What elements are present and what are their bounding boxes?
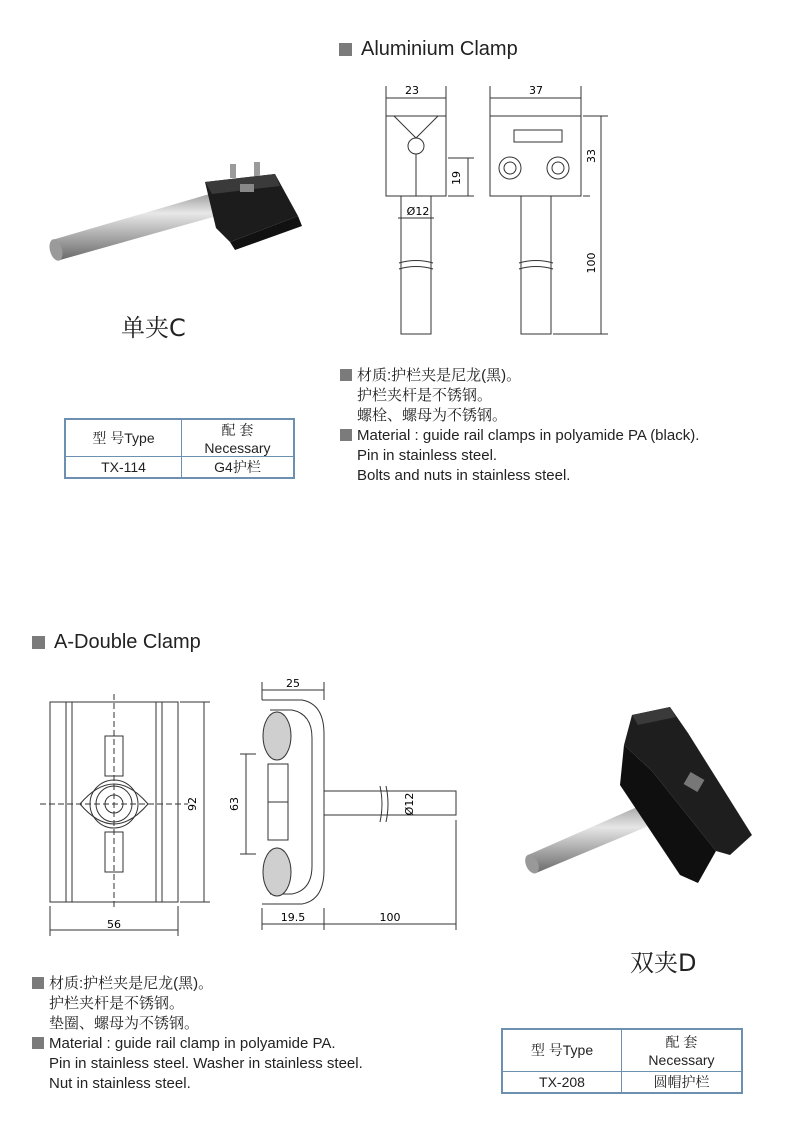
material-en-line: Nut in stainless steel. xyxy=(49,1075,191,1092)
table-cell-necessary: G4护栏 xyxy=(182,457,295,479)
material-cn-line: 材质:护栏夹是尼龙(黑)。 xyxy=(340,366,699,386)
material-en-line: Pin in stainless steel. xyxy=(357,447,498,464)
material-en-line: Bolts and nuts in stainless steel. xyxy=(357,467,571,484)
table-cell-type: TX-114 xyxy=(65,457,182,479)
dim-63: 63 xyxy=(228,797,241,811)
double-clamp-drawing xyxy=(30,674,470,936)
section2-title-text: A-Double Clamp xyxy=(54,631,201,653)
dim-25: 25 xyxy=(286,677,300,690)
material-en-line: Pin in stainless steel. Washer in stainless steel. xyxy=(49,1055,363,1072)
dim-19-5: 19.5 xyxy=(280,911,306,924)
material-cn-line: 垫圈、螺母为不锈钢。 xyxy=(49,1015,200,1032)
table-header-type: 型 号Type xyxy=(502,1029,622,1071)
dim-37: 37 xyxy=(529,84,543,97)
dim-56: 56 xyxy=(107,918,121,931)
spec-table-2 xyxy=(501,1028,743,1094)
dim-100: 100 xyxy=(379,911,401,924)
table-header-necessary: 配 套 Necessary xyxy=(622,1029,743,1071)
table-header-necessary: 配 套 Necessary xyxy=(182,419,295,457)
material-cn-line: 螺栓、螺母为不锈钢。 xyxy=(357,407,508,424)
section1-title xyxy=(339,38,518,61)
double-clamp-photo xyxy=(520,705,770,895)
aluminium-clamp-drawing xyxy=(378,78,618,340)
dim-23: 23 xyxy=(405,84,419,97)
dim-19: 19 xyxy=(450,171,463,185)
bullet-square-icon xyxy=(340,369,352,381)
dim-dia12: Ø12 xyxy=(406,205,430,218)
material-en-line: Material : guide rail clamps in polyamide PA (black). xyxy=(340,426,699,446)
dim-92: 92 xyxy=(186,797,199,811)
dim-dia12: Ø12 xyxy=(403,792,416,816)
table-cell-type: TX-208 xyxy=(502,1071,622,1093)
material-en-line: Material : guide rail clamp in polyamide PA. xyxy=(32,1034,363,1054)
dim-33: 33 xyxy=(585,149,598,163)
dim-100: 100 xyxy=(585,252,598,274)
material-cn-line: 护栏夹杆是不锈钢。 xyxy=(357,387,493,404)
single-clamp-caption: 单夹C xyxy=(121,314,186,342)
bullet-square-icon xyxy=(32,636,45,649)
bullet-square-icon xyxy=(32,1037,44,1049)
bullet-square-icon xyxy=(339,43,352,56)
section1-materials xyxy=(340,366,699,486)
single-clamp-photo xyxy=(40,160,310,270)
section1-title-text: Aluminium Clamp xyxy=(361,38,518,60)
section2-title xyxy=(32,631,201,654)
spec-table-1 xyxy=(64,418,295,479)
section2-materials xyxy=(32,974,363,1094)
material-cn-line: 护栏夹杆是不锈钢。 xyxy=(49,995,185,1012)
double-clamp-caption: 双夹D xyxy=(630,949,697,977)
bullet-square-icon xyxy=(340,429,352,441)
bullet-square-icon xyxy=(32,977,44,989)
table-cell-necessary: 圆帽护栏 xyxy=(622,1071,743,1093)
material-cn-line: 材质:护栏夹是尼龙(黑)。 xyxy=(32,974,363,994)
table-header-type: 型 号Type xyxy=(65,419,182,457)
